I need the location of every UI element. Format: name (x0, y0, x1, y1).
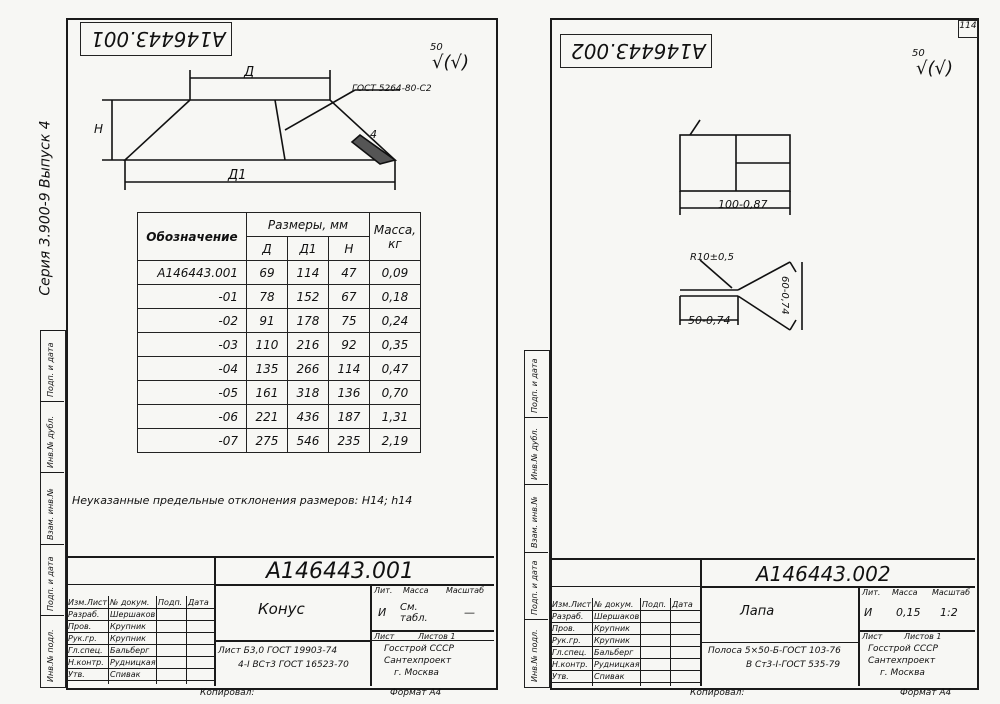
table-row (138, 381, 421, 405)
right-material-1: Полоса 5×50-Б-ГОСТ 103-76 (708, 646, 841, 656)
left-org-2: Сантехпроект (384, 656, 452, 666)
title-date-header: Дата (672, 600, 693, 609)
left-material-1: Лист Б3,0 ГОСТ 19903-74 (218, 646, 338, 656)
table-cell-h: 114 (328, 357, 369, 381)
left-stamp-box (80, 22, 232, 56)
right-mass-value: 0,15 (896, 606, 921, 619)
title-role-label: Изм.Лист (552, 600, 592, 609)
title-role-label: Пров. (552, 624, 576, 633)
right-sheets-header: Листов 1 (904, 632, 942, 641)
table-cell-d: 221 (247, 405, 288, 429)
table-row (138, 357, 421, 381)
left-title-block (66, 556, 494, 686)
left-sheets-header: Листов 1 (418, 632, 456, 641)
left-mass-value: См. табл. (400, 602, 428, 624)
left-copied-label: Копировал: (200, 688, 255, 698)
table-cell-des: -02 (138, 309, 247, 333)
table-cell-m: 0,24 (369, 309, 420, 333)
weld-note: ГОСТ 5264-80-С2 (352, 84, 432, 94)
table-row (138, 309, 421, 333)
left-title-code: А146443.001 (266, 559, 415, 584)
title-role-label: Н.контр. (552, 660, 588, 669)
title-role-label: Н.контр. (68, 658, 104, 667)
table-cell-d1: 152 (287, 285, 328, 309)
right-lit-value: И (864, 606, 873, 619)
title-person-name: Спивак (594, 672, 625, 681)
table-header-h: Н (328, 237, 369, 261)
table-header-sizes: Размеры, мм (247, 213, 370, 237)
right-scale-value: 1:2 (940, 606, 958, 619)
left-sheet-header: Лист (374, 632, 395, 641)
table-cell-des: А146443.001 (138, 261, 247, 285)
table-cell-m: 0,70 (369, 381, 420, 405)
bend-radius-dim: R10±0,5 (690, 252, 734, 263)
title-role-label: Утв. (68, 670, 85, 679)
table-cell-d: 78 (247, 285, 288, 309)
left-part-name: Конус (258, 600, 305, 618)
title-person-name: Рудницкая (594, 660, 640, 669)
title-person-name: № докум. (110, 598, 150, 607)
table-cell-d1: 266 (287, 357, 328, 381)
left-lit-header: Лит. (374, 586, 393, 595)
binding-strip-cell: Инв.№ подл. (530, 629, 539, 682)
right-stamp-box (560, 34, 712, 68)
binding-strip-cell: Инв.№ подл. (46, 629, 55, 682)
weld-leg: 4 (370, 128, 377, 141)
table-cell-d1: 436 (287, 405, 328, 429)
table-cell-d: 135 (247, 357, 288, 381)
right-sheet-header: Лист (862, 632, 883, 641)
table-cell-des: -07 (138, 429, 247, 453)
left-material-2: 4-I ВСт3 ГОСТ 16523-70 (238, 660, 349, 670)
title-role-label: Гл.спец. (552, 648, 587, 657)
left-series-label: Серия 3.900-9 Выпуск 4 (37, 120, 54, 296)
table-cell-d1: 318 (287, 381, 328, 405)
table-cell-h: 187 (328, 405, 369, 429)
left-scale-header: Масштаб (446, 586, 485, 595)
right-title-code: А146443.002 (756, 562, 891, 586)
leg-length-dim: 50-0,74 (688, 314, 731, 327)
table-header-designation: Обозначение (138, 213, 247, 261)
right-copied-label: Копировал: (690, 688, 745, 698)
title-person-name: № докум. (594, 600, 634, 609)
left-lit-value: И (378, 606, 387, 619)
left-stamp-code: A146443.001 (91, 27, 226, 51)
cone-dim-d1: Д1 (228, 168, 247, 183)
title-role-label: Изм.Лист (68, 598, 108, 607)
binding-strip-cell: Инв.№ дубл. (530, 428, 539, 481)
table-cell-m: 0,18 (369, 285, 420, 309)
title-person-name: Крупник (110, 634, 146, 643)
title-person-name: Шершаков (594, 612, 640, 621)
title-role-label: Рук.гр. (68, 634, 97, 643)
title-role-label: Пров. (68, 622, 92, 631)
table-row (138, 333, 421, 357)
left-roughness-symbol: √(√) (432, 52, 469, 73)
table-header-mass: Масса, кг (369, 213, 420, 261)
title-person-name: Крупник (110, 622, 146, 631)
title-person-name: Спивак (110, 670, 141, 679)
table-cell-d: 110 (247, 333, 288, 357)
table-cell-h: 136 (328, 381, 369, 405)
right-roughness-symbol: √(√) (916, 58, 953, 79)
title-role-label: Рук.гр. (552, 636, 581, 645)
table-cell-h: 47 (328, 261, 369, 285)
cone-dim-h: Н (94, 122, 104, 136)
right-scale-header: Масштаб (932, 588, 971, 597)
right-page-number: 114 (958, 20, 978, 38)
table-cell-d1: 178 (287, 309, 328, 333)
plate-width-dim: 100-0,87 (718, 198, 768, 211)
table-row (138, 261, 421, 285)
left-mass-header: Масса (403, 586, 429, 595)
left-roughness-value: 50 (430, 42, 443, 53)
table-row (138, 429, 421, 453)
binding-strip-cell: Инв.№ дубл. (46, 416, 55, 469)
table-header-d1: Д1 (287, 237, 328, 261)
left-org-3: г. Москва (394, 668, 439, 678)
table-cell-des: -05 (138, 381, 247, 405)
left-scale-value: — (464, 606, 475, 619)
right-org-2: Сантехпроект (868, 656, 936, 666)
table-cell-m: 1,31 (369, 405, 420, 429)
table-cell-des: -04 (138, 357, 247, 381)
right-org-1: Госстрой СССР (868, 644, 938, 654)
title-person-name: Бальберг (594, 648, 634, 657)
binding-strip-cell: Подп. и дата (530, 358, 539, 414)
title-signature-header: Подп. (642, 600, 667, 609)
title-person-name: Крупник (594, 624, 630, 633)
right-lit-header: Лит. (862, 588, 881, 597)
table-cell-d: 161 (247, 381, 288, 405)
binding-strip-cell: Взам. инв.№ (530, 495, 539, 548)
table-cell-des: -06 (138, 405, 247, 429)
dimensions-table (137, 212, 421, 453)
left-format-label: Формат А4 (390, 688, 442, 698)
table-cell-h: 75 (328, 309, 369, 333)
table-row (138, 405, 421, 429)
title-date-header: Дата (188, 598, 209, 607)
right-title-block (550, 558, 975, 686)
binding-strip-cell: Подп. и дата (46, 556, 55, 611)
title-role-label: Гл.спец. (68, 646, 103, 655)
table-cell-m: 0,47 (369, 357, 420, 381)
table-cell-m: 0,35 (369, 333, 420, 357)
right-part-name: Лапа (740, 604, 775, 619)
tolerance-note: Неуказанные предельные отклонения размеров: Н14; h14 (72, 494, 413, 507)
cone-drawing (90, 60, 410, 200)
table-cell-h: 235 (328, 429, 369, 453)
table-header-d: Д (247, 237, 288, 261)
table-cell-m: 0,09 (369, 261, 420, 285)
table-cell-d: 69 (247, 261, 288, 285)
title-person-name: Рудницкая (110, 658, 156, 667)
title-person-name: Шершаков (110, 610, 156, 619)
right-stamp-code: A146443.002 (571, 39, 706, 63)
binding-strip-cell: Подп. и дата (46, 342, 55, 398)
left-org-1: Госстрой СССР (384, 644, 454, 654)
title-person-name: Бальберг (110, 646, 150, 655)
table-row (138, 285, 421, 309)
title-signature-header: Подп. (158, 598, 183, 607)
right-roughness-value: 50 (912, 48, 925, 59)
table-cell-des: -03 (138, 333, 247, 357)
right-org-3: г. Москва (880, 668, 925, 678)
title-role-label: Утв. (552, 672, 569, 681)
table-cell-h: 67 (328, 285, 369, 309)
right-material-2: В Ст3-I-ГОСТ 535-79 (746, 660, 841, 670)
table-cell-m: 2,19 (369, 429, 420, 453)
table-cell-des: -01 (138, 285, 247, 309)
table-cell-d: 275 (247, 429, 288, 453)
table-cell-d1: 114 (287, 261, 328, 285)
leg-height-dim: 60-0,74 (779, 276, 790, 315)
right-mass-header: Масса (892, 588, 918, 597)
right-format-label: Формат А4 (900, 688, 952, 698)
binding-strip-cell: Подп. и дата (530, 560, 539, 615)
table-cell-h: 92 (328, 333, 369, 357)
title-role-label: Разраб. (68, 610, 100, 619)
table-cell-d: 91 (247, 309, 288, 333)
binding-strip-cell: Взам. инв.№ (46, 487, 55, 540)
table-cell-d1: 546 (287, 429, 328, 453)
title-person-name: Крупник (594, 636, 630, 645)
table-cell-d1: 216 (287, 333, 328, 357)
title-role-label: Разраб. (552, 612, 584, 621)
cone-dim-d: Д (244, 65, 255, 80)
